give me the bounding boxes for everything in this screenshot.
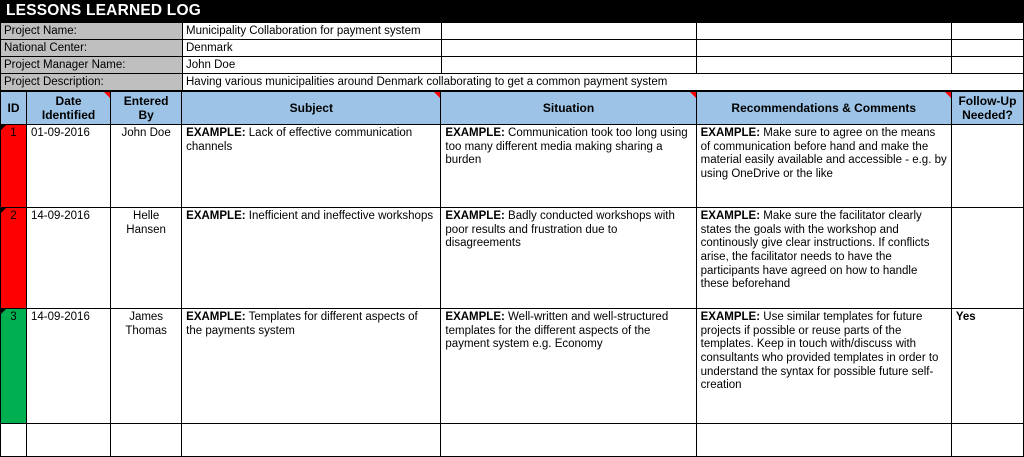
row-follow-up-cell[interactable] — [951, 424, 1023, 457]
info-value-project-name[interactable]: Municipality Collaboration for payment system — [183, 23, 442, 40]
table-row — [1, 208, 1024, 309]
row-situation-text: Well-written and well-structured templates for the different aspects of the payment system e.g. Economy — [445, 311, 669, 351]
row-id-value: 1 — [10, 127, 17, 140]
example-prefix: EXAMPLE: — [700, 311, 761, 324]
row-recommendation-cell[interactable] — [696, 424, 951, 457]
row-marker-icon — [1, 309, 6, 314]
table-row — [1, 309, 1024, 424]
row-subject-cell[interactable] — [182, 424, 441, 457]
row-id-cell[interactable] — [1, 125, 27, 208]
row-date-cell[interactable]: 14-09-2016 — [27, 208, 111, 309]
column-header-recommendations[interactable]: Recommendations & Comments — [696, 92, 951, 125]
info-blank-cell[interactable] — [952, 40, 1024, 57]
row-recommendation-text: Make sure to agree on the means of communication before hand and make the material easily available and accessible - e.g. by using OneDrive or the like — [700, 127, 947, 180]
row-entered-by-cell[interactable]: John Doe — [111, 125, 182, 208]
row-marker-icon — [1, 208, 6, 213]
info-row-project-name — [1, 23, 1024, 40]
info-label-national-center: National Center: — [1, 40, 183, 57]
example-prefix: EXAMPLE: — [186, 127, 246, 140]
row-id-value: 2 — [10, 210, 17, 223]
project-info-table — [0, 22, 1024, 91]
info-blank-cell[interactable] — [442, 57, 697, 74]
lessons-learned-table — [0, 91, 1024, 457]
row-situation-text: Badly conducted workshops with poor results and frustration due to disagreements — [445, 210, 675, 250]
info-blank-cell[interactable] — [697, 57, 952, 74]
info-blank-cell[interactable] — [952, 23, 1024, 40]
info-value-national-center[interactable]: Denmark — [183, 40, 442, 57]
row-marker-icon — [1, 125, 6, 130]
row-date-cell[interactable] — [27, 424, 111, 457]
info-label-project-description: Project Description: — [1, 74, 183, 91]
example-prefix: EXAMPLE: — [445, 210, 505, 223]
row-id-cell[interactable] — [1, 208, 27, 309]
row-recommendation-cell[interactable] — [696, 208, 951, 309]
row-subject-cell[interactable] — [182, 125, 441, 208]
row-follow-up-cell[interactable] — [951, 125, 1023, 208]
page-title: LESSONS LEARNED LOG — [0, 0, 1024, 22]
info-blank-cell[interactable] — [697, 23, 952, 40]
info-label-project-name: Project Name: — [1, 23, 183, 40]
row-id-cell[interactable] — [1, 309, 27, 424]
row-recommendation-text: Use similar templates for future projects if possible or reuse parts of the templates. Keep in touch with/discuss with consultants who provided templates in order to understand the syntax for possible future self-creation — [700, 311, 939, 392]
row-id-value: 3 — [10, 311, 17, 324]
row-subject-text: Templates for different aspects of the payments system — [186, 311, 418, 337]
row-date-cell[interactable]: 01-09-2016 — [27, 125, 111, 208]
row-subject-cell[interactable] — [182, 208, 441, 309]
column-header-follow-up[interactable]: Follow-Up Needed? — [951, 92, 1023, 125]
row-entered-by-cell[interactable]: Helle Hansen — [111, 208, 182, 309]
row-subject-text: Inefficient and ineffective workshops — [245, 210, 434, 223]
info-label-project-manager: Project Manager Name: — [1, 57, 183, 74]
row-entered-by-cell[interactable] — [111, 424, 182, 457]
row-date-cell[interactable]: 14-09-2016 — [27, 309, 111, 424]
column-header-entered-by[interactable]: Entered By — [111, 92, 182, 125]
info-value-project-manager[interactable]: John Doe — [183, 57, 442, 74]
info-blank-cell[interactable] — [442, 23, 697, 40]
row-recommendation-cell[interactable] — [696, 125, 951, 208]
example-prefix: EXAMPLE: — [445, 127, 505, 140]
row-subject-cell[interactable] — [182, 309, 441, 424]
info-value-project-description[interactable]: Having various municipalities around Denmark collaborating to get a common payment system — [183, 74, 1024, 91]
info-blank-cell[interactable] — [442, 40, 697, 57]
table-header-row — [1, 92, 1024, 125]
row-id-cell[interactable] — [1, 424, 27, 457]
table-row — [1, 125, 1024, 208]
row-entered-by-cell[interactable]: James Thomas — [111, 309, 182, 424]
row-subject-text: Lack of effective communication channels — [186, 127, 413, 153]
example-prefix: EXAMPLE: — [700, 127, 761, 140]
info-row-national-center — [1, 40, 1024, 57]
row-situation-cell[interactable] — [441, 309, 696, 424]
column-header-id[interactable]: ID — [1, 92, 27, 125]
info-blank-cell[interactable] — [952, 57, 1024, 74]
row-follow-up-cell[interactable]: Yes — [951, 309, 1023, 424]
table-row-empty — [1, 424, 1024, 457]
row-situation-cell[interactable] — [441, 208, 696, 309]
row-follow-up-cell[interactable] — [951, 208, 1023, 309]
example-prefix: EXAMPLE: — [186, 210, 246, 223]
column-header-subject[interactable]: Subject — [182, 92, 441, 125]
column-header-date-identified[interactable]: Date Identified — [27, 92, 111, 125]
row-situation-text: Communication took too long using too many different media making sharing a burden — [445, 127, 688, 167]
row-recommendation-cell[interactable] — [696, 309, 951, 424]
column-header-situation[interactable]: Situation — [441, 92, 696, 125]
example-prefix: EXAMPLE: — [445, 311, 505, 324]
info-row-project-manager — [1, 57, 1024, 74]
info-blank-cell[interactable] — [697, 40, 952, 57]
info-row-project-description — [1, 74, 1024, 91]
row-recommendation-text: Make sure the facilitator clearly states the goals with the workshop and continously give clear instructions. If conflicts arise, the facilitator needs to have the participants have agreed on how to handle these beforehand — [700, 210, 930, 291]
row-situation-cell[interactable] — [441, 424, 696, 457]
example-prefix: EXAMPLE: — [700, 210, 761, 223]
example-prefix: EXAMPLE: — [186, 311, 246, 324]
row-situation-cell[interactable] — [441, 125, 696, 208]
